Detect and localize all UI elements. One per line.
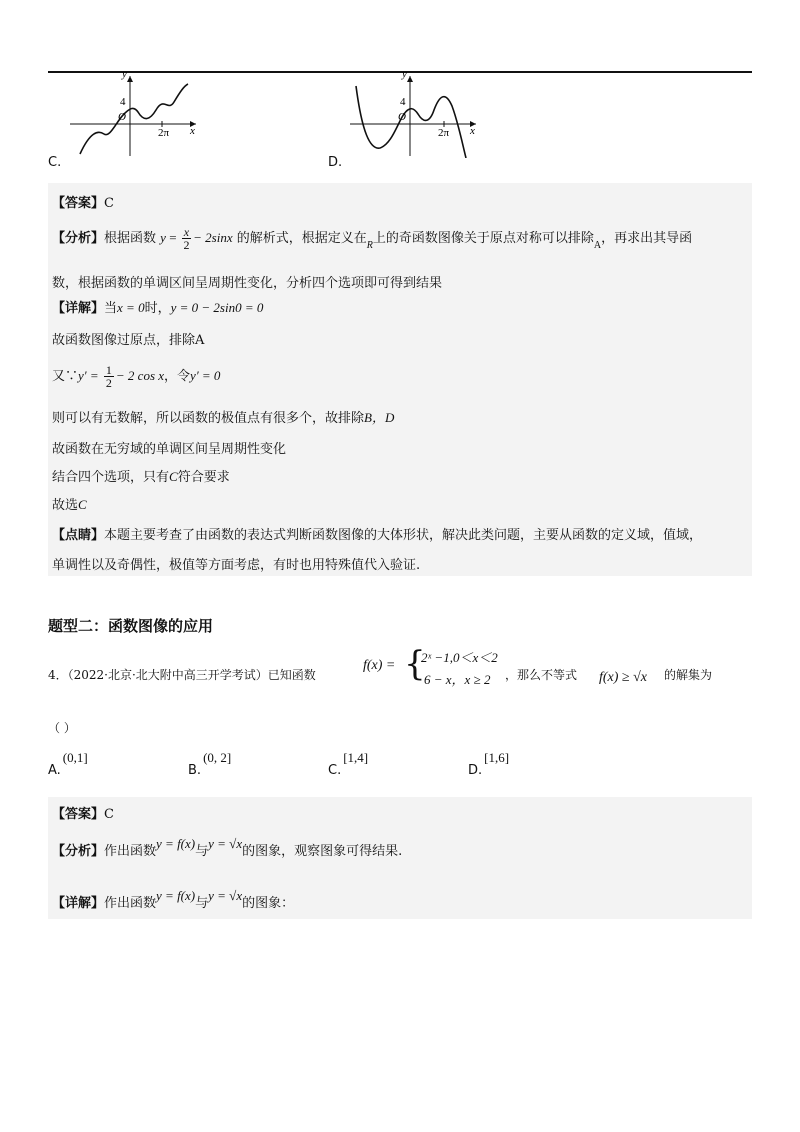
answer-line-2 <box>52 803 114 822</box>
question-inequality: f(x) ≥ √x <box>599 670 648 685</box>
deriv-y: y′ = <box>78 368 102 383</box>
analysis-tag: 【分析】 <box>52 231 105 246</box>
analysis-line-2: 数，根据函数的单调区间呈周期性变化，分析四个选项即可得到结果 <box>52 276 443 291</box>
question-paren: （ ） <box>48 721 76 735</box>
question-option-d[interactable] <box>468 750 510 778</box>
comment-line-2: 单调性以及奇偶性，极值等方面考虑，有时也用特殊值代入验证. <box>52 558 421 573</box>
section-title: 题型二：函数图像的应用 <box>48 617 214 635</box>
answer-line-1 <box>52 192 114 211</box>
choose-c: C <box>78 497 87 512</box>
analysis-frac-den: 2 <box>183 238 190 252</box>
detail-line-exclude <box>52 407 394 426</box>
detail-tag: 【详解】 <box>52 301 105 316</box>
analysis-fx-rest: − 2sinx <box>193 230 233 245</box>
exclude-bd: B，D <box>364 410 395 425</box>
question-4-line <box>48 666 316 683</box>
analysis-line-1 <box>52 226 692 251</box>
detail-line-deriv <box>52 364 220 389</box>
option-a-value: (0,1] <box>62 750 88 765</box>
option-d-label: D. <box>328 155 343 170</box>
only-text-a: 结合四个选项，只有 <box>52 470 170 485</box>
analysis-tag-2: 【分析】 <box>52 844 105 859</box>
question-option-b[interactable] <box>188 750 232 778</box>
detail-text-a: 当 <box>104 301 118 316</box>
analysis2-text-b: 的图象，观察图象可得结果. <box>242 844 403 859</box>
piecewise-case-1: 2ˣ −1,0＜x＜2 <box>421 650 498 665</box>
analysis-fx-eq: = <box>165 230 180 245</box>
detail-line-period: 故函数在无穷域的单调区间呈周期性变化 <box>52 442 287 457</box>
analysis-A: A <box>593 240 602 251</box>
graph-c-tick-2pi: 2π <box>158 127 170 139</box>
answer-value-2: C <box>104 807 114 822</box>
comment-tag: 【点睛】 <box>52 528 105 543</box>
graph-d-origin: O <box>398 111 406 123</box>
option-c-value: [1,4] <box>343 750 369 765</box>
question-source: （2022·北京·北大附中高三开学考试）已知函数 <box>67 668 316 682</box>
option-c-q-label: C. <box>328 763 342 778</box>
detail-line-1 <box>52 297 263 316</box>
option-a-label: A. <box>48 763 61 778</box>
detail-x0: x = 0 <box>117 300 145 315</box>
detail2-f2: y = √x <box>208 888 243 903</box>
question-option-c[interactable] <box>328 750 369 778</box>
detail2-and: 与 <box>195 896 209 911</box>
analysis2-f2: y = √x <box>208 836 243 851</box>
graph-c-tick-4: 4 <box>120 96 126 108</box>
piecewise-brace: { <box>404 644 426 684</box>
graph-c-x-label: x <box>190 125 195 137</box>
detail-tag-2: 【详解】 <box>52 896 105 911</box>
detail-expr: y = 0 − 2sin0 = 0 <box>170 300 264 315</box>
option-d-q-label: D. <box>468 763 483 778</box>
graph-d-tick-4: 4 <box>400 96 406 108</box>
answer-value: C <box>104 196 114 211</box>
graph-c-y-label: y <box>122 72 127 80</box>
analysis-fraction <box>182 226 191 251</box>
analysis-frac-num: x <box>183 225 190 239</box>
deriv-zero: y′ = 0 <box>190 368 221 383</box>
detail2-text-b: 的图象： <box>242 896 295 911</box>
analysis-text-c: 上的奇函数图像关于原点对称可以排除 <box>372 231 594 246</box>
only-text-b: 符合要求 <box>177 470 230 485</box>
comment-text-1: 本题主要考查了由函数的表达式判断函数图像的大体形状，解决此类问题，主要从函数的定义域，值域， <box>104 528 703 543</box>
deriv-rest: − 2 cos x <box>115 368 165 383</box>
piecewise-case-2: 6 − x，x ≥ 2 <box>424 672 491 687</box>
answer-tag: 【答案】 <box>52 196 105 211</box>
graph-c-origin: O <box>118 111 126 123</box>
analysis2-text-a: 作出函数 <box>104 844 157 859</box>
option-b-value: (0, 2] <box>203 750 232 765</box>
exclude-text: 则可以有无数解，所以函数的极值点有很多个，故排除 <box>52 411 365 426</box>
detail-text-b: 时， <box>144 301 171 316</box>
deriv-text-a: 又∵ <box>52 369 79 384</box>
deriv-frac-den: 2 <box>105 376 112 390</box>
choose-text: 故选 <box>52 498 79 513</box>
detail-line-q4 <box>52 888 295 911</box>
question-fx: f(x) = <box>363 658 396 673</box>
detail2-text-a: 作出函数 <box>104 896 157 911</box>
option-b-label: B. <box>188 763 202 778</box>
graph-d-x-label: x <box>470 125 475 137</box>
graph-option-d <box>348 72 498 158</box>
question-number: 4． <box>48 668 68 682</box>
deriv-fraction <box>104 364 114 389</box>
option-d-value: [1,6] <box>484 750 510 765</box>
detail2-f1: y = f(x) <box>156 888 196 903</box>
deriv-text-b: ，令 <box>164 369 191 384</box>
graph-d-y-label: y <box>402 72 407 80</box>
analysis-text-a: 根据函数 <box>104 231 157 246</box>
analysis2-f1: y = f(x) <box>156 836 196 851</box>
graph-option-c <box>68 72 218 158</box>
question-middle: ，那么不等式 <box>505 668 578 682</box>
analysis-fx-y: y <box>160 230 166 245</box>
analysis-text-d: ，再求出其导函 <box>601 231 693 246</box>
detail-line-origin: 故函数图像过原点，排除A <box>52 333 205 348</box>
detail-line-only <box>52 466 230 485</box>
comment-line-1 <box>52 524 702 543</box>
deriv-frac-num: 1 <box>105 363 112 377</box>
only-c: C <box>169 469 178 484</box>
question-end: 的解集为 <box>664 668 713 682</box>
graph-d-tick-2pi: 2π <box>438 127 450 139</box>
detail-line-choose <box>52 494 87 513</box>
analysis-text-b: 的解析式，根据定义在 <box>236 231 367 246</box>
analysis2-and: 与 <box>195 844 209 859</box>
question-option-a[interactable] <box>48 750 88 778</box>
analysis-R: R <box>366 240 373 251</box>
option-c-label: C. <box>48 155 62 170</box>
analysis-line-q4 <box>52 836 403 859</box>
answer-tag-2: 【答案】 <box>52 807 105 822</box>
